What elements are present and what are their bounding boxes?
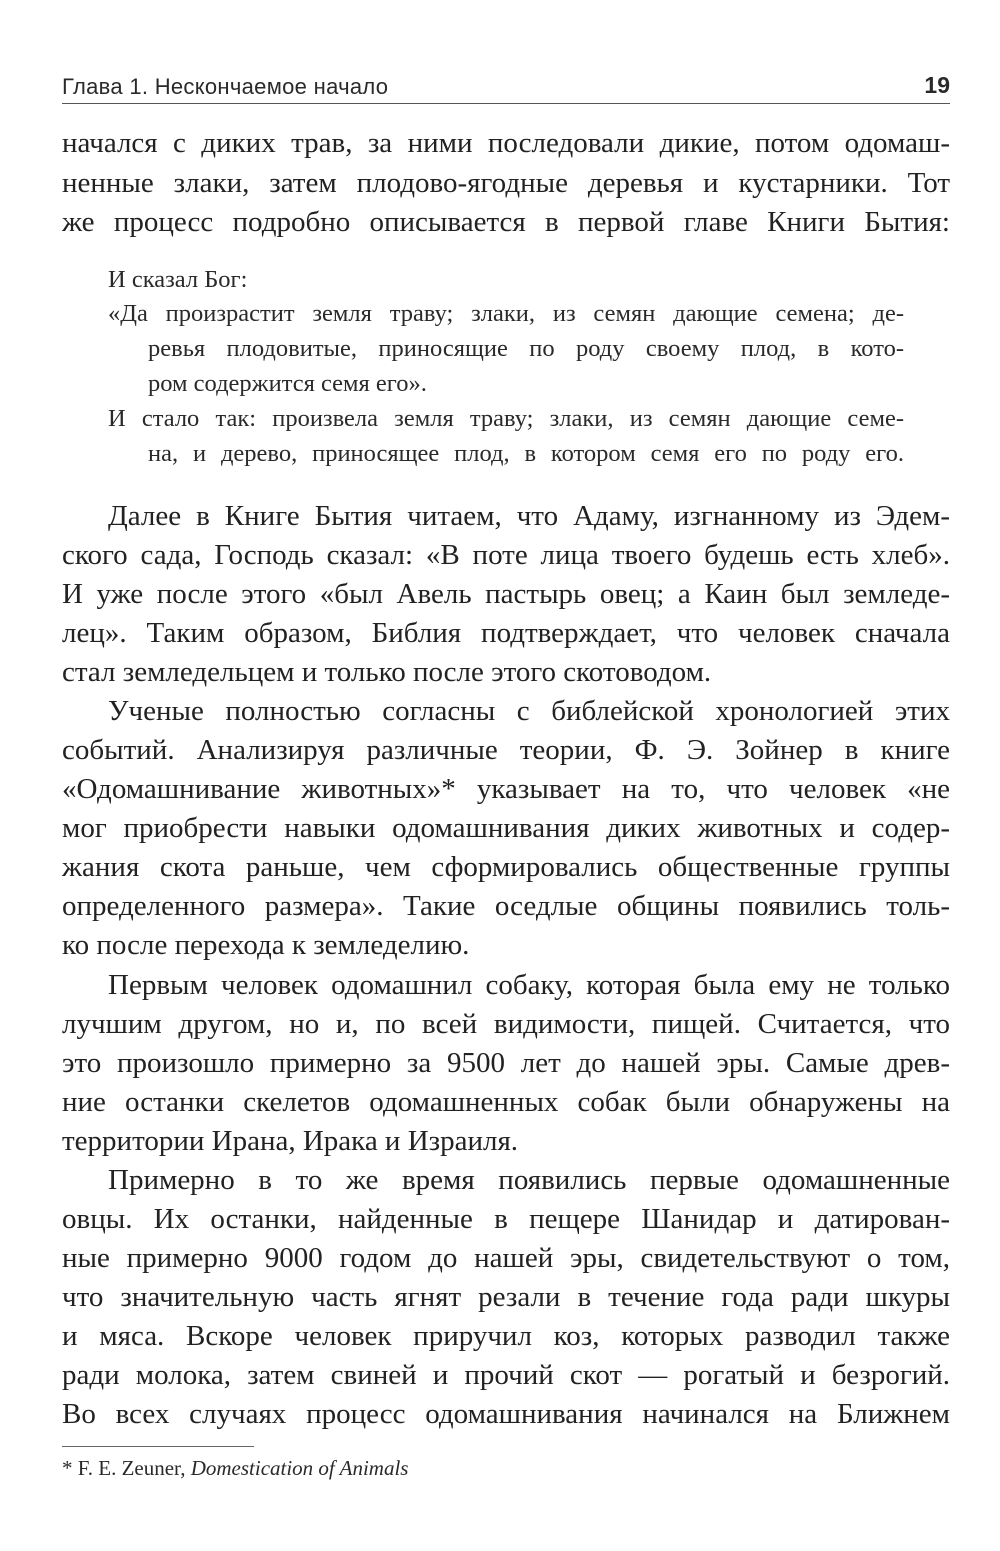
body-line: ского сада, Господь сказал: «В поте лица твоего будешь есть хлеб». <box>62 539 950 571</box>
body-line: ные примерно 9000 годом до нашей эры, свидетельствуют о том, <box>62 1242 950 1274</box>
book-page <box>62 0 950 1551</box>
footnote-divider <box>62 1446 254 1447</box>
body-line: событий. Анализируя различные теории, Ф. Э. Зойнер в книге <box>62 734 950 766</box>
footnote <box>62 1456 408 1481</box>
body-line: жания скота раньше, чем сформировались общественные группы <box>62 851 950 883</box>
body-line: Ученые полностью согласны с библейской хронологией этих <box>108 695 950 727</box>
quote-line: И стало так: произвела земля траву; злаки, из семян дающие семе- <box>108 405 904 432</box>
body-line: лучшим другом, но и, по всей видимости, пищей. Считается, что <box>62 1008 950 1040</box>
body-line: начался с диких трав, за ними последовали дикие, потом одомаш- <box>62 127 950 159</box>
body-line: Во всех случаях процесс одомашнивания начинался на Ближнем <box>62 1398 950 1430</box>
body-line: лец». Таким образом, Библия подтверждает, что человек сначала <box>62 617 950 649</box>
body-line: и мяса. Вскоре человек приручил коз, которых разводил также <box>62 1320 950 1352</box>
body-line: это произошло примерно за 9500 лет до нашей эры. Самые древ- <box>62 1047 950 1079</box>
body-line: Первым человек одомашнил собаку, которая была ему не только <box>108 969 950 1001</box>
body-line: территории Ирана, Ирака и Израиля. <box>62 1125 519 1157</box>
body-line: «Одомашнивание животных»* указывает на то, что человек «не <box>62 773 950 805</box>
body-line: ко после перехода к земледелию. <box>62 929 470 961</box>
quote-line: ром содержится семя его». <box>148 370 427 397</box>
body-line: Примерно в то же время появились первые одомашненные <box>108 1164 950 1196</box>
footnote-book-title: Domestication of Animals <box>190 1456 409 1480</box>
body-line: ради молока, затем свиней и прочий скот — рогатый и безрогий. <box>62 1359 950 1391</box>
page-number: 19 <box>924 72 950 98</box>
body-line: же процесс подробно описывается в первой главе Книги Бытия: <box>62 206 950 238</box>
running-header <box>62 70 950 100</box>
footnote-marker: * <box>62 1456 73 1480</box>
footnote-author: F. E. Zeuner, <box>77 1456 186 1480</box>
body-line: ние останки скелетов одомашненных собак были обнаружены на <box>62 1086 950 1118</box>
body-line: определенного размера». Такие оседлые общины появились толь- <box>62 890 950 922</box>
quote-line: ревья плодовитые, приносящие по роду своему плод, в кото- <box>148 335 904 362</box>
body-line: мог приобрести навыки одомашнивания диких животных и содер- <box>62 812 950 844</box>
body-line: ненные злаки, затем плодово-ягодные деревья и кустарники. Тот <box>62 167 950 199</box>
quote-line: И сказал Бог: <box>108 266 248 293</box>
body-line: стал земледельцем и только после этого скотоводом. <box>62 656 712 688</box>
body-line: И уже после этого «был Авель пастырь овец; а Каин был земледе- <box>62 578 950 610</box>
quote-line: «Да произрастит земля траву; злаки, из семян дающие семена; де- <box>108 300 904 327</box>
body-line: овцы. Их останки, найденные в пещере Шанидар и датирован- <box>62 1203 950 1235</box>
chapter-title: Глава 1. Нескончаемое начало <box>62 74 389 99</box>
body-line: Далее в Книге Бытия читаем, что Адаму, изгнанному из Эдем- <box>108 500 950 532</box>
body-line: что значительную часть ягнят резали в течение года ради шкуры <box>62 1281 950 1313</box>
header-divider <box>62 103 950 104</box>
quote-line: на, и дерево, приносящее плод, в котором семя его по роду его. <box>148 440 904 467</box>
